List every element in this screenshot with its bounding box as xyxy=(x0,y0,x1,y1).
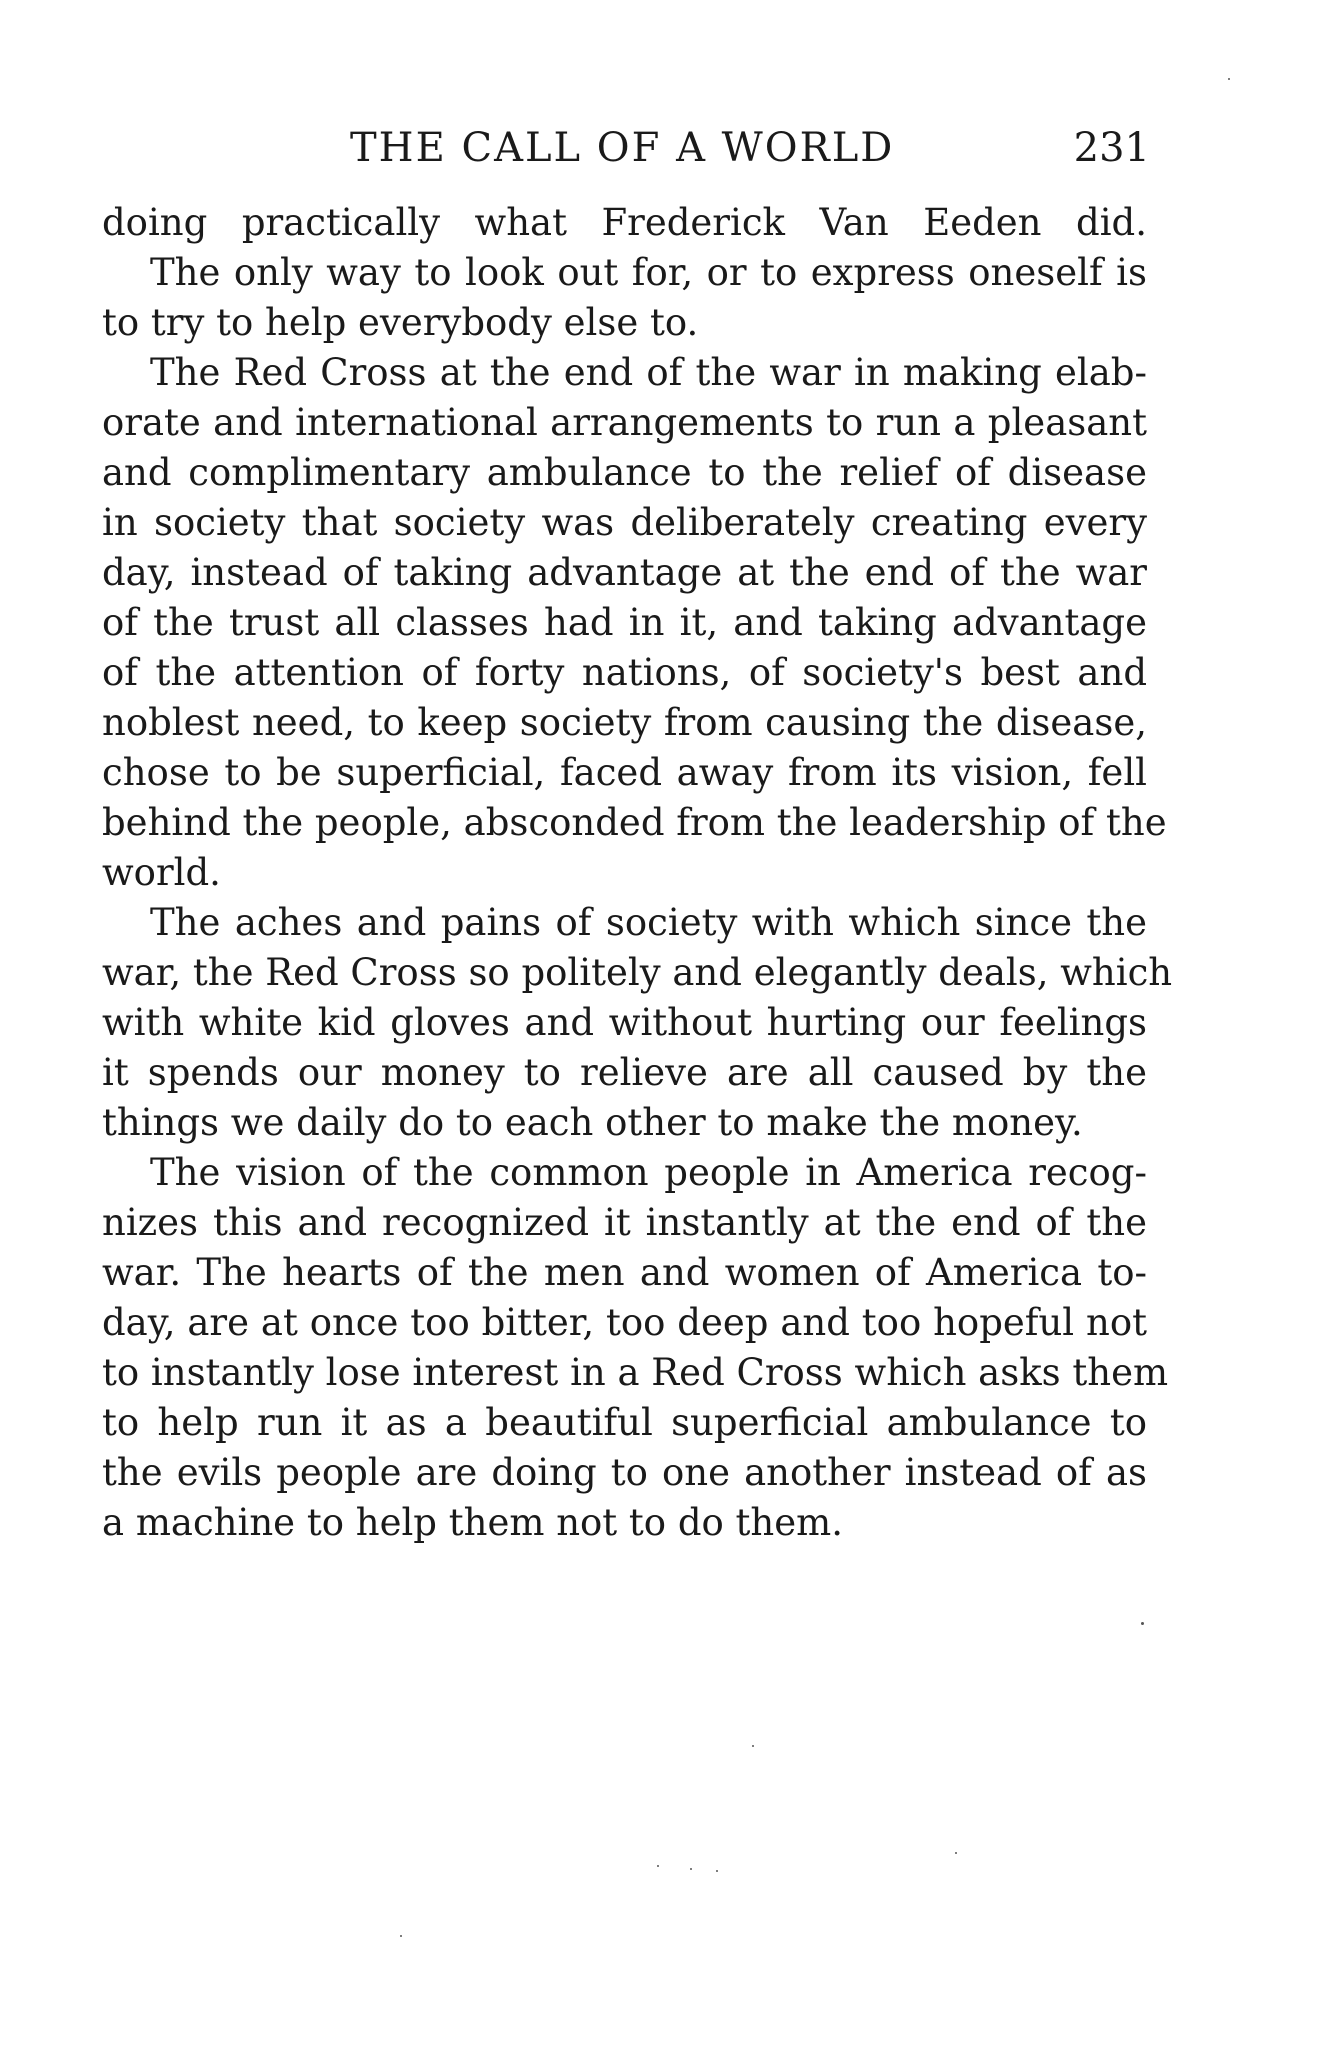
page-number: 231 xyxy=(1073,125,1150,171)
text-line: the evils people are doing to one another instead of as xyxy=(102,1451,1147,1494)
text-line: chose to be superficial, faced away from its vision, fell xyxy=(102,751,1147,794)
print-speck xyxy=(752,1745,754,1747)
text-line: and complimentary ambulance to the relief of disease xyxy=(102,451,1147,494)
running-title: THE CALL OF A WORLD xyxy=(350,125,895,171)
text-line: to instantly lose interest in a Red Cross which asks them xyxy=(102,1351,1169,1394)
text-line: of the attention of forty nations, of society's best and xyxy=(102,651,1147,694)
text-line: The aches and pains of society with which since the xyxy=(150,901,1147,944)
print-speck xyxy=(657,1865,659,1867)
text-line: to help run it as a beautiful superficial ambulance to xyxy=(102,1401,1147,1444)
print-speck xyxy=(1141,1622,1144,1625)
text-line: noblest need, to keep society from causing the disease, xyxy=(102,701,1147,744)
text-line: in society that society was deliberately creating every xyxy=(102,501,1147,544)
print-speck xyxy=(1228,78,1230,80)
text-line: orate and international arrangements to run a pleasant xyxy=(102,401,1147,444)
print-speck xyxy=(400,1935,402,1937)
text-line: nizes this and recognized it instantly at the end of the xyxy=(102,1201,1147,1244)
text-line: world. xyxy=(102,851,221,894)
text-line: war. The hearts of the men and women of America to- xyxy=(102,1251,1147,1294)
print-speck xyxy=(690,1868,692,1870)
text-line: to try to help everybody else to. xyxy=(102,301,699,344)
body-text xyxy=(102,198,1173,1548)
text-line: it spends our money to relieve are all caused by the xyxy=(102,1051,1147,1094)
text-line: The only way to look out for, or to express oneself is xyxy=(150,251,1147,294)
text-line: The Red Cross at the end of the war in making elab- xyxy=(150,351,1147,394)
text-line: of the trust all classes had in it, and taking advantage xyxy=(102,601,1147,644)
text-line: a machine to help them not to do them. xyxy=(102,1501,843,1544)
text-line: The vision of the common people in America recog- xyxy=(150,1151,1147,1194)
text-line: things we daily do to each other to make the money. xyxy=(102,1101,1083,1144)
text-line: doing practically what Frederick Van Eeden did. xyxy=(102,201,1147,244)
print-speck xyxy=(716,1870,718,1872)
text-line: with white kid gloves and without hurting our feelings xyxy=(102,1001,1147,1044)
text-line: day, instead of taking advantage at the end of the war xyxy=(102,551,1147,594)
print-speck xyxy=(955,1852,957,1854)
running-head xyxy=(100,118,1150,178)
text-line: behind the people, absconded from the leadership of the xyxy=(102,801,1167,844)
text-line: war, the Red Cross so politely and elegantly deals, which xyxy=(102,951,1173,994)
text-line: day, are at once too bitter, too deep and too hopeful not xyxy=(102,1301,1147,1344)
